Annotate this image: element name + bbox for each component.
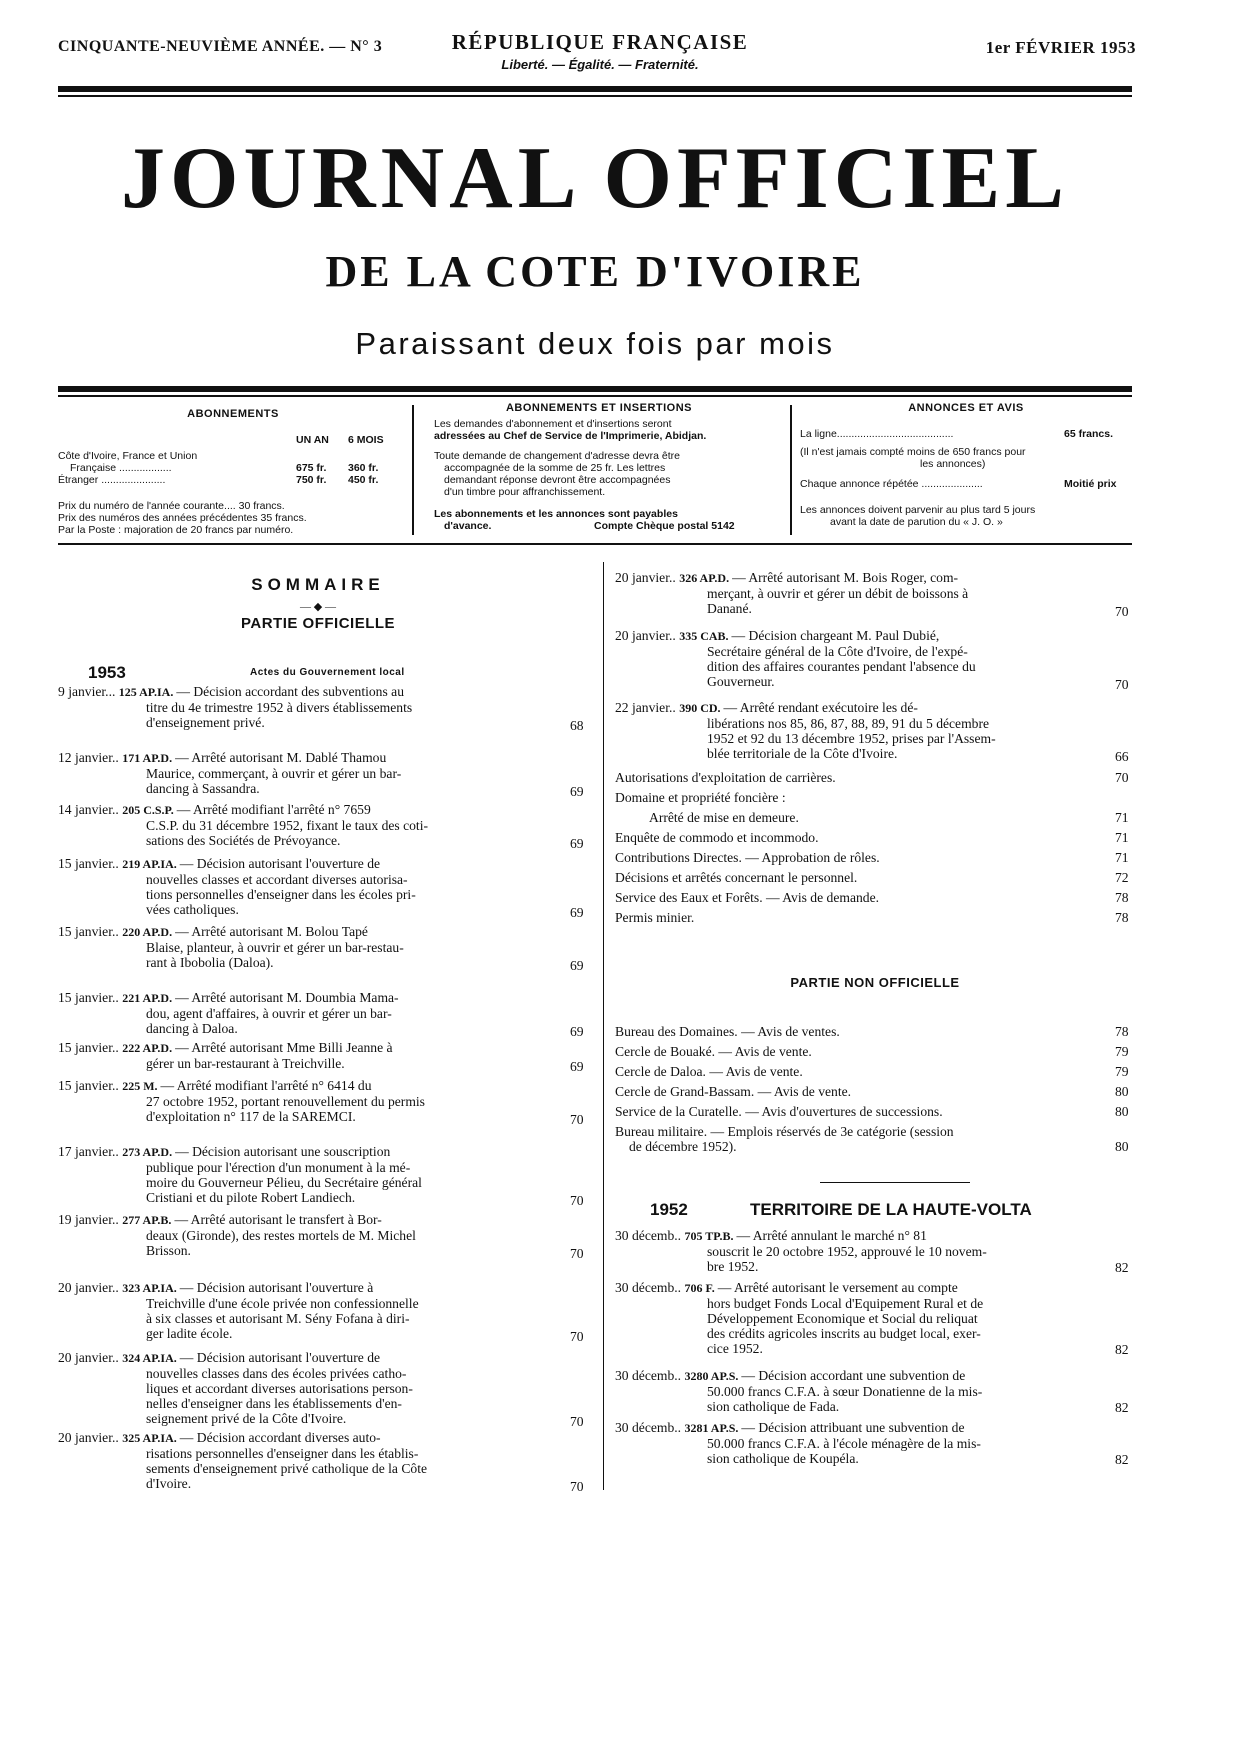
toc-entry-line: dancing à Sassandra. [146,781,260,796]
insertions-p1a: Les demandes d'abonnement et d'insertions seront [434,418,672,430]
toc-entry-line: nelles d'enseigner dans les établissements d'en- [146,1396,402,1411]
toc-entry [58,1350,578,1426]
toc-entry-text: — Arrêté modifiant l'arrêté n° 6414 du [160,1078,372,1093]
toc-page-number: 71 [1115,810,1129,825]
toc-page-number: 71 [1115,850,1129,865]
toc-entry-number: 3280 AP.S. [684,1369,742,1383]
subscriptions-panel [58,400,408,540]
toc-entry-number: 335 CAB. [679,629,732,643]
toc-entry-line: dou, agent d'affaires, à ouvrir et gérer un bar- [146,1006,392,1021]
column-rule [603,562,604,1490]
toc-page-number: 79 [1115,1064,1129,1079]
toc-entry-number: 205 C.S.P. [122,803,177,817]
section-divider [820,1182,970,1183]
toc-entry [58,1040,578,1071]
row2-six: 450 fr. [348,474,379,486]
top-rule-thin [58,95,1132,97]
toc-entry-number: 221 AP.D. [122,991,176,1005]
row1-label2: Française .................. [70,462,172,474]
toc-item: Bureau des Domaines. — Avis de ventes. [615,1024,840,1039]
toc-page-number: 82 [1115,1400,1129,1415]
toc-entry-text: — Décision autorisant l'ouverture à [179,1280,374,1295]
toc-entry-number: 323 AP.IA. [122,1281,180,1295]
toc-page-number: 70 [570,1246,584,1261]
insertions-p2c: demandant réponse devront être accompagnées [444,474,671,486]
toc-page-number: 69 [570,836,584,851]
toc-entry-line: cice 1952. [707,1341,763,1356]
toc-page-number: 66 [1115,749,1129,764]
toc-entry-line: Développement Economique et Social du reliquat [707,1311,978,1326]
minimum-note-a: (Il n'est jamais compté moins de 650 francs pour [800,446,1026,458]
toc-entry [615,1280,1115,1356]
toc-entry-line: des crédits agricoles inscrits au budget local, exer- [707,1326,981,1341]
announcements-title: ANNONCES ET AVIS [908,402,1024,414]
toc-entry [58,856,578,917]
toc-entry-line: nouvelles classes dans des écoles privées catho- [146,1366,407,1381]
toc-entry-line: d'Ivoire. [146,1476,192,1491]
toc-entry-first-line [58,684,578,700]
toc-entry-text: — Décision attribuant une subvention de [741,1420,965,1435]
issue-date: 1er FÉVRIER 1953 [985,38,1136,57]
toc-entry-text: — Décision accordant des subventions au [176,684,404,699]
toc-entry-number: 390 CD. [679,701,724,715]
toc-entry-first-line [58,802,578,818]
toc-entry-number: 325 AP.IA. [122,1431,180,1445]
toc-entry-date: 30 décemb.. [615,1280,685,1295]
toc-entry [58,750,578,796]
toc-entry-line: risations personnelles d'enseigner dans les établis- [146,1446,419,1461]
toc-entry-number: 222 AP.D. [122,1041,176,1055]
toc-page-number: 82 [1115,1342,1129,1357]
toc-entry-line: d'exploitation n° 117 de la SAREMCI. [146,1109,356,1124]
toc-entry [58,1430,578,1491]
haute-volta-heading: TERRITOIRE DE LA HAUTE-VOLTA [750,1200,1032,1219]
toc-entry-line: Brisson. [146,1243,191,1258]
toc-entry-text: — Décision accordant diverses auto- [179,1430,381,1445]
toc-entry-number: 277 AP.B. [122,1213,175,1227]
toc-entry-first-line [615,700,1115,716]
toc-entry-line: libérations nos 85, 86, 87, 88, 89, 91 du 5 décembre [707,716,990,731]
toc-item: Permis minier. [615,910,695,925]
toc-item: Cercle de Daloa. — Avis de vente. [615,1064,803,1079]
toc-entry-number: 220 AP.D. [122,925,176,939]
toc-entry-number: 324 AP.IA. [122,1351,180,1365]
toc-entry-line: vées catholiques. [146,902,239,917]
toc-page-number: 78 [1115,910,1129,925]
row2-label: Étranger ...................... [58,474,166,486]
toc-entry [58,684,578,730]
journal-tagline: Paraissant deux fois par mois [355,326,835,361]
toc-page-number: 69 [570,1059,584,1074]
toc-entry-line: dition des affaires courantes pendant l'absence du [707,659,976,674]
insertions-p3a: Les abonnements et les annonces sont payables [434,508,678,520]
toc-entry-date: 20 janvier.. [615,570,680,585]
toc-entry [58,924,578,970]
sommaire-title: SOMMAIRE [251,575,385,594]
toc-page-number: 69 [570,958,584,973]
insertions-p2b: accompagnée de la somme de 25 fr. Les lettres [444,462,666,474]
col-six: 6 MOIS [348,434,384,446]
toc-entry-line: 50.000 francs C.F.A. à sœur Donatienne de la mis- [707,1384,983,1399]
toc-entry [615,570,1115,616]
toc-item: Cercle de Grand-Bassam. — Avis de vente. [615,1084,852,1099]
toc-entry-date: 14 janvier.. [58,802,123,817]
toc-page-number: 68 [570,718,584,733]
toc-entry-number: 326 AP.D. [679,571,733,585]
subscriptions-title: ABONNEMENTS [187,408,279,420]
price-note-1: Prix du numéro de l'année courante.... 30 francs. [58,500,285,512]
toc-entry-line: sements d'enseignement privé catholique de la Côte [146,1461,428,1476]
toc-entry-text: — Décision autorisant une souscription [175,1144,391,1159]
col-year: UN AN [296,434,329,446]
toc-entry [615,628,1115,689]
toc-page-number: 78 [1115,890,1129,905]
toc-entry-number: 125 AP.IA. [118,685,177,699]
toc-entry-date: 15 janvier.. [58,924,123,939]
toc-entry-date: 15 janvier.. [58,1078,123,1093]
toc-entry-text: — Décision autorisant l'ouverture de [179,1350,381,1365]
toc-entry [58,990,578,1036]
toc-entry-text: — Arrêté autorisant M. Dablé Thamou [175,750,387,765]
toc-entry-first-line [615,570,1115,586]
toc-entry-first-line [58,924,578,940]
toc-item: Décisions et arrêtés concernant le personnel. [615,870,858,885]
toc-entry-line: seignement privé de la Côte d'Ivoire. [146,1411,347,1426]
toc-entry-line: à six classes et autorisant M. Sény Fofana à diri- [146,1311,410,1326]
toc-entry-first-line [58,1350,578,1366]
insertions-p2d: d'un timbre pour affranchissement. [444,486,606,498]
toc-entry-first-line [58,990,578,1006]
republic-header [420,30,780,72]
insertions-p2a: Toute demande de changement d'adresse devra être [434,450,681,462]
toc-entry-line: 27 octobre 1952, portant renouvellement du permis [146,1094,425,1109]
toc-entry-text: — Arrêté autorisant Mme Billi Jeanne à [175,1040,393,1055]
toc-page-number: 71 [1115,830,1129,845]
republic-name: RÉPUBLIQUE FRANÇAISE [451,30,749,54]
deadline-a: Les annonces doivent parvenir au plus tard 5 jours [800,504,1036,516]
toc-item: Bureau militaire. — Emplois réservés de 3e catégorie (session [615,1124,954,1139]
toc-entry-first-line [615,1280,1115,1296]
toc-entry-date: 15 janvier.. [58,856,123,871]
toc-entry [58,1144,578,1205]
toc-item: Service de la Curatelle. — Avis d'ouvertures de successions. [615,1104,943,1119]
toc-entry-date: 19 janvier.. [58,1212,123,1227]
toc-entry-date: 20 janvier.. [615,628,680,643]
box-separator-2 [790,405,792,535]
toc-entry-line: dancing à Daloa. [146,1021,238,1036]
toc-entry-line: 1952 et 92 du 13 décembre 1952, prises par l'Assem- [707,731,996,746]
toc-entry [58,1212,578,1258]
toc-page-number: 82 [1115,1452,1129,1467]
box-top-rule [58,386,1132,392]
toc-entry-date: 9 janvier... [58,684,119,699]
insertions-title: ABONNEMENTS ET INSERTIONS [505,402,693,414]
price-note-2: Prix des numéros des années précédentes 35 francs. [58,512,307,524]
toc-entry-line: merçant, à ouvrir et gérer un débit de boissons à [707,586,969,601]
box-bottom-rule [58,543,1132,545]
toc-entry-line: tions personnelles d'enseigner dans les écoles pri- [146,887,416,902]
toc-entry-text: — Décision chargeant M. Paul Dubié, [731,628,940,643]
announcements-panel [800,400,1132,540]
row1-six: 360 fr. [348,462,379,474]
toc-entry-first-line [58,1430,578,1446]
top-rule [58,86,1132,92]
toc-entry-line: Blaise, planteur, à ouvrir et gérer un bar-restau- [146,940,404,955]
toc-entry-date: 15 janvier.. [58,1040,123,1055]
toc-page-number: 69 [570,784,584,799]
toc-entry-number: 171 AP.D. [122,751,176,765]
price-note-3: Par la Poste : majoration de 20 francs par numéro. [58,524,294,536]
journal-title: JOURNAL OFFICIEL [121,130,1069,227]
toc-item: Contributions Directes. — Approbation de rôles. [615,850,880,865]
insertions-p3c: Compte Chèque postal 5142 [594,520,735,532]
edition-number: CINQUANTE-NEUVIÈME ANNÉE. — N° 3 [58,38,383,55]
toc-entry [58,1078,578,1124]
row2-year: 750 fr. [296,474,327,486]
toc-entry-date: 17 janvier.. [58,1144,123,1159]
box-separator-1 [412,405,414,535]
toc-entry-number: 273 AP.D. [122,1145,176,1159]
toc-page-number: 70 [570,1112,584,1127]
toc-entry-line: publique pour l'érection d'un monument à la mé- [146,1160,411,1175]
toc-entry-date: 20 janvier.. [58,1280,123,1295]
toc-page-number: 70 [1115,677,1129,692]
toc-entry-date: 30 décemb.. [615,1368,685,1383]
toc-entry-number: 3281 AP.S. [684,1421,742,1435]
toc-entry-number: 225 M. [122,1079,161,1093]
toc-entry-first-line [58,1144,578,1160]
toc-entry-date: 20 janvier.. [58,1350,123,1365]
journal-subtitle: DE LA COTE D'IVOIRE [325,247,865,296]
box-top-rule-thin [58,395,1132,397]
toc-entry-line: ger ladite école. [146,1326,233,1341]
toc-entry [58,802,578,848]
toc-item: Domaine et propriété foncière : [615,790,786,805]
toc-entry-line: Gouverneur. [707,674,775,689]
toc-page-number: 82 [1115,1260,1129,1275]
toc-entry-line: gérer un bar-restaurant à Treichville. [146,1056,345,1071]
toc-page-number: 70 [570,1479,584,1494]
toc-item: Enquête de commodo et incommodo. [615,830,819,845]
toc-entry-first-line [58,1078,578,1094]
toc-entry-line: bre 1952. [707,1259,759,1274]
toc-entry-line: rant à Ibobolia (Daloa). [146,955,274,970]
toc-item: Arrêté de mise en demeure. [649,810,799,825]
toc-entry [615,700,1115,761]
toc-entry-first-line [58,750,578,766]
toc-entry-line: 50.000 francs C.F.A. à l'école ménagère de la mis- [707,1436,981,1451]
toc-entry-line: sion catholique de Fada. [707,1399,840,1414]
toc-entry-first-line [615,1228,1115,1244]
toc-page-number: 70 [570,1329,584,1344]
toc-page-number: 80 [1115,1084,1129,1099]
toc-entry-line: titre du 4e trimestre 1952 à divers établissements [146,700,413,715]
toc-page-number: 69 [570,1024,584,1039]
partie-officielle-heading: PARTIE OFFICIELLE [240,615,396,632]
toc-entry-line: d'enseignement privé. [146,715,265,730]
toc-entry-first-line [615,1368,1115,1384]
toc-page-number: 70 [570,1414,584,1429]
row1-year: 675 fr. [296,462,327,474]
toc-entry-text: — Arrêté autorisant le transfert à Bor- [174,1212,382,1227]
toc-entry-line: Cristiani et du pilote Robert Landiech. [146,1190,356,1205]
toc-entry-line: liques et accordant diverses autorisations person- [146,1381,413,1396]
deadline-b: avant la date de parution du « J. O. » [830,516,1003,528]
toc-entry-line: Treichville d'une école privée non confessionnelle [146,1296,419,1311]
repeat-price: Moitié prix [1064,478,1117,490]
partie-non-officielle-heading: PARTIE NON OFFICIELLE [790,975,960,990]
toc-page-number: 79 [1115,1044,1129,1059]
toc-entry-text: — Arrêté autorisant M. Bolou Tapé [175,924,368,939]
toc-entry-first-line [615,1420,1115,1436]
toc-item: Service des Eaux et Forêts. — Avis de demande. [615,890,880,905]
toc-page-number: 69 [570,905,584,920]
toc-entry-line: sations des Sociétés de Prévoyance. [146,833,341,848]
toc-entry-text: — Arrêté modifiant l'arrêté n° 7659 [176,802,371,817]
toc-entry-text: — Décision accordant une subvention de [741,1368,966,1383]
toc-entry-line: moire du Gouverneur Pélieu, du Secrétaire général [146,1175,422,1190]
toc-entry-line: C.S.P. du 31 décembre 1952, fixant le taux des coti- [146,818,429,833]
toc-entry [615,1228,1115,1274]
toc-entry-line: Danané. [707,601,752,616]
toc-page-number: 78 [1115,1024,1129,1039]
toc-entry-text: — Arrêté annulant le marché n° 81 [736,1228,927,1243]
toc-entry-line: Maurice, commerçant, à ouvrir et gérer un bar- [146,766,402,781]
toc-page-number: 80 [1115,1139,1129,1154]
toc-entry-number: 705 TP.B. [684,1229,737,1243]
toc-entry [615,1368,1115,1414]
toc-entry-line: souscrit le 20 octobre 1952, approuvé le 10 novem- [707,1244,987,1259]
year-1952: 1952 [650,1200,688,1219]
toc-entry-first-line [615,628,1115,644]
toc-entry-text: — Arrêté autorisant M. Bois Roger, com- [732,570,959,585]
toc-item: de décembre 1952). [629,1139,737,1154]
toc-page-number: 72 [1115,870,1129,885]
toc-entry-text: — Arrêté autorisant le versement au compte [717,1280,958,1295]
toc-entry-text: — Décision autorisant l'ouverture de [179,856,381,871]
toc-entry-number: 219 AP.IA. [122,857,180,871]
toc-entry-text: — Arrêté rendant exécutoire les dé- [723,700,918,715]
toc-entry-date: 30 décemb.. [615,1228,685,1243]
toc-entry-line: Secrétaire général de la Côte d'Ivoire, de l'expé- [707,644,968,659]
toc-entry-date: 12 janvier.. [58,750,123,765]
toc-page-number: 70 [1115,770,1129,785]
toc-entry-date: 15 janvier.. [58,990,123,1005]
toc-entry-first-line [58,1280,578,1296]
toc-entry [615,1420,1115,1466]
row1-label: Côte d'Ivoire, France et Union [58,450,198,462]
insertions-panel [424,400,774,540]
insertions-p3b: d'avance. [444,520,492,532]
republic-motto: Liberté. — Égalité. — Fraternité. [501,57,699,72]
toc-entry-date: 30 décemb.. [615,1420,685,1435]
insertions-p1b: adressées au Chef de Service de l'Imprimerie, Abidjan. [434,430,707,442]
toc-entry-date: 20 janvier.. [58,1430,123,1445]
toc-item: Autorisations d'exploitation de carrières. [615,770,836,785]
actes-heading: Actes du Gouvernement local [250,667,405,678]
toc-entry-line: deaux (Gironde), des restes mortels de M. Michel [146,1228,416,1243]
toc-entry-text: — Arrêté autorisant M. Doumbia Mama- [175,990,399,1005]
toc-item: Cercle de Bouaké. — Avis de vente. [615,1044,812,1059]
toc-entry-first-line [58,856,578,872]
toc-page-number: 70 [570,1193,584,1208]
ornament: — ◆ — [300,601,336,613]
toc-entry-line: hors budget Fonds Local d'Equipement Rural et de [707,1296,984,1311]
line-price: 65 francs. [1064,428,1114,440]
minimum-note-b: les annonces) [920,458,986,470]
toc-entry-first-line [58,1040,578,1056]
toc-entry [58,1280,578,1341]
toc-entry-date: 22 janvier.. [615,700,680,715]
toc-page-number: 70 [1115,604,1129,619]
toc-entry-line: sion catholique de Koupéla. [707,1451,859,1466]
toc-page-number: 80 [1115,1104,1129,1119]
toc-entry-number: 706 F. [684,1281,718,1295]
toc-entry-line: blée territoriale de la Côte d'Ivoire. [707,746,898,761]
toc-entry-line: nouvelles classes et accordant diverses autorisa- [146,872,408,887]
year-1953: 1953 [88,663,126,682]
toc-entry-first-line [58,1212,578,1228]
repeat-rate: Chaque annonce répétée ..................... [800,478,983,490]
line-rate: La ligne........................................ [800,428,954,440]
